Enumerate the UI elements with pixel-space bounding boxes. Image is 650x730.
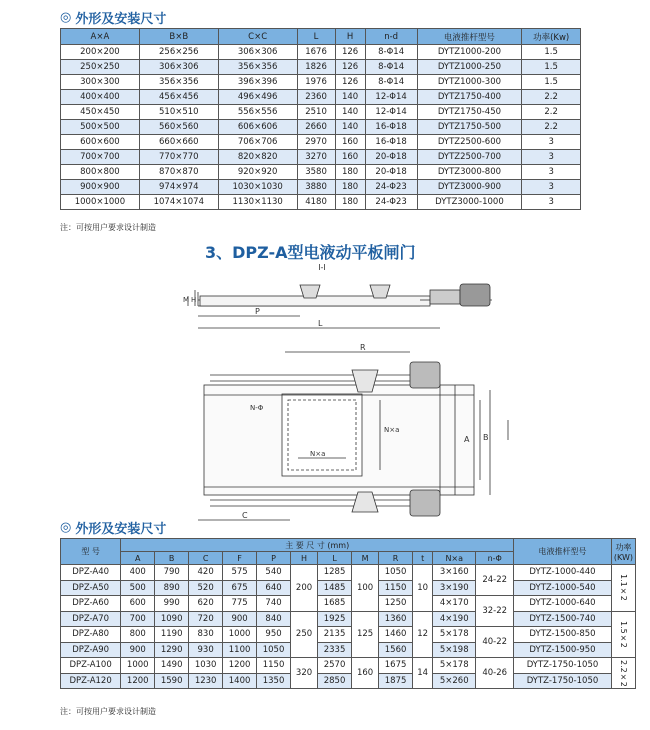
table-cell: 510×510	[139, 105, 218, 120]
table-cell: 200	[291, 565, 318, 612]
table-cell: 20-Φ18	[365, 150, 417, 165]
dim-label-b: B	[483, 433, 489, 442]
table-row	[61, 627, 636, 643]
table-cell: 3	[522, 180, 581, 195]
table-cell: 1560	[379, 642, 413, 658]
note-text-1: 注：可按用户要求设计制造	[60, 223, 156, 232]
table-cell: 950	[257, 627, 291, 643]
table-cell: DYTZ-1750-1050	[514, 658, 612, 674]
header-cell: L	[318, 552, 352, 565]
table-cell: 1090	[155, 611, 189, 627]
header-cell: L	[297, 29, 335, 45]
table-cell: 12	[413, 611, 433, 658]
table-cell: 126	[335, 75, 365, 90]
table-cell: 1074×1074	[139, 195, 218, 210]
header-cell: 电液推杆型号	[417, 29, 522, 45]
header-cell: F	[223, 552, 257, 565]
table-cell: 8-Φ14	[365, 45, 417, 60]
header-cell: H	[335, 29, 365, 45]
section-title-text: 外形及安装尺寸	[75, 12, 167, 27]
table-cell: 974×974	[139, 180, 218, 195]
table-cell: 40-26	[476, 658, 514, 689]
table-row	[61, 611, 636, 627]
table-cell: 356×356	[218, 60, 297, 75]
table-cell: 575	[223, 565, 257, 581]
table-cell: 1925	[318, 611, 352, 627]
table-cell: 14	[413, 658, 433, 689]
table-cell: 2.2×2	[611, 658, 635, 689]
table-cell: 2570	[318, 658, 352, 674]
table-cell: 900	[121, 642, 155, 658]
table-cell: 840	[257, 611, 291, 627]
dimensions-table-2	[60, 538, 636, 689]
table-cell: 160	[335, 135, 365, 150]
table-cell: 2970	[297, 135, 335, 150]
table-cell: 180	[335, 165, 365, 180]
table-cell: 1875	[379, 673, 413, 689]
table-cell: 770×770	[139, 150, 218, 165]
bullet-circle-icon: ◎	[60, 10, 72, 25]
table-cell: 1676	[297, 45, 335, 60]
table-cell: DYTZ-1500-850	[514, 627, 612, 643]
table-cell: 5×198	[433, 642, 476, 658]
header-cell: B×B	[139, 29, 218, 45]
table-cell: 600	[121, 596, 155, 612]
table-cell: 160	[335, 150, 365, 165]
table-cell: 706×706	[218, 135, 297, 150]
table-cell: DYTZ1750-500	[417, 120, 522, 135]
table-cell: DYTZ3000-900	[417, 180, 522, 195]
header-main-dimensions: 主 要 尺 寸 (mm)	[121, 539, 514, 552]
header-cell: C×C	[218, 29, 297, 45]
table-cell: 140	[335, 120, 365, 135]
table-cell: 1826	[297, 60, 335, 75]
header-cell: t	[413, 552, 433, 565]
table-cell: DYTZ-1000-540	[514, 580, 612, 596]
table-cell: 830	[189, 627, 223, 643]
table-cell: DYTZ1750-450	[417, 105, 522, 120]
table-cell: 870×870	[139, 165, 218, 180]
table-cell: 456×456	[139, 90, 218, 105]
table-cell: 1130×1130	[218, 195, 297, 210]
table-cell: 3	[522, 165, 581, 180]
table-row	[61, 565, 636, 581]
table-cell: 2335	[318, 642, 352, 658]
table-cell: 10	[413, 565, 433, 612]
table-cell: 250×250	[61, 60, 140, 75]
table-cell: 1.5×2	[611, 611, 635, 658]
table-cell: 1030×1030	[218, 180, 297, 195]
table-cell: 32-22	[476, 596, 514, 627]
table-cell: 1400	[223, 673, 257, 689]
table-cell: DYTZ1000-250	[417, 60, 522, 75]
table-cell: 1490	[155, 658, 189, 674]
table-cell: 1.5	[522, 45, 581, 60]
table-cell: 306×306	[218, 45, 297, 60]
table-cell: 620	[189, 596, 223, 612]
table-cell: DPZ-A50	[61, 580, 121, 596]
table-cell: 520	[189, 580, 223, 596]
table-cell: 3580	[297, 165, 335, 180]
table-cell: 3880	[297, 180, 335, 195]
table-cell: 300×300	[61, 75, 140, 90]
page-heading: 3、DPZ-A型电液动平板闸门	[205, 243, 416, 262]
table-cell: 1350	[257, 673, 291, 689]
table-cell: 820×820	[218, 150, 297, 165]
table-cell: 2360	[297, 90, 335, 105]
table-cell: DYTZ-1000-440	[514, 565, 612, 581]
table-cell: 396×396	[218, 75, 297, 90]
table-cell: 4×170	[433, 596, 476, 612]
table-cell: 24-Φ23	[365, 195, 417, 210]
table-cell: 606×606	[218, 120, 297, 135]
header-cell: P	[257, 552, 291, 565]
table-cell: 4180	[297, 195, 335, 210]
table-cell: 400×400	[61, 90, 140, 105]
table-cell: DYTZ-1750-1050	[514, 673, 612, 689]
table-cell: 1.5	[522, 75, 581, 90]
dim-label-n-a-horizontal: N×a	[310, 450, 326, 458]
table-cell: 1675	[379, 658, 413, 674]
table-cell: DPZ-A70	[61, 611, 121, 627]
table-cell: 12-Φ14	[365, 90, 417, 105]
table-cell: 8-Φ14	[365, 60, 417, 75]
table-cell: 100	[352, 565, 379, 612]
table-cell: 5×178	[433, 658, 476, 674]
table-cell: 2660	[297, 120, 335, 135]
table-cell: 12-Φ14	[365, 105, 417, 120]
table-cell: 16-Φ18	[365, 120, 417, 135]
header-cell: M	[352, 552, 379, 565]
table-cell: 1000×1000	[61, 195, 140, 210]
table-cell: DPZ-A100	[61, 658, 121, 674]
table-cell: 140	[335, 90, 365, 105]
table-cell: 540	[257, 565, 291, 581]
table-cell: 496×496	[218, 90, 297, 105]
table-cell: DPZ-A60	[61, 596, 121, 612]
header-cell: N×a	[433, 552, 476, 565]
table-cell: 2510	[297, 105, 335, 120]
table-cell: 400	[121, 565, 155, 581]
dim-label-h: H	[191, 296, 197, 304]
table-cell: 140	[335, 105, 365, 120]
table-row	[61, 642, 636, 658]
table-cell: 5×178	[433, 627, 476, 643]
table-row	[61, 673, 636, 689]
header-pusher-model: 电液推杆型号	[514, 539, 612, 565]
table-cell: 720	[189, 611, 223, 627]
table-cell: DYTZ3000-800	[417, 165, 522, 180]
table-cell: 1.1×2	[611, 565, 635, 612]
table-cell: 675	[223, 580, 257, 596]
table-cell: 125	[352, 611, 379, 658]
table-cell: 800×800	[61, 165, 140, 180]
table-cell: 660×660	[139, 135, 218, 150]
table-cell: 500×500	[61, 120, 140, 135]
table-cell: 1460	[379, 627, 413, 643]
table-cell: 3	[522, 150, 581, 165]
table-cell: 1290	[155, 642, 189, 658]
table-cell: 20-Φ18	[365, 165, 417, 180]
header-cell: n-d	[365, 29, 417, 45]
table-row	[61, 580, 636, 596]
table-cell: 1150	[379, 580, 413, 596]
table-cell: 3×160	[433, 565, 476, 581]
table-cell: 3270	[297, 150, 335, 165]
table-cell: 990	[155, 596, 189, 612]
table-cell: 16-Φ18	[365, 135, 417, 150]
table-cell: 2850	[318, 673, 352, 689]
table-cell: DYTZ3000-1000	[417, 195, 522, 210]
table-cell: 180	[335, 180, 365, 195]
table-cell: 5×260	[433, 673, 476, 689]
table-cell: DPZ-A40	[61, 565, 121, 581]
table-cell: 790	[155, 565, 189, 581]
table-cell: 1250	[379, 596, 413, 612]
table-cell: 1.5	[522, 60, 581, 75]
table-cell: DPZ-A80	[61, 627, 121, 643]
table-cell: 1000	[121, 658, 155, 674]
dim-label-n-phi: N-Φ	[250, 404, 264, 412]
view-label-i-i: I-I	[318, 263, 326, 272]
header-cell: C	[189, 552, 223, 565]
table-cell: 740	[257, 596, 291, 612]
table-cell: 450×450	[61, 105, 140, 120]
table-cell: 200×200	[61, 45, 140, 60]
table-cell: 126	[335, 60, 365, 75]
table-cell: 40-22	[476, 627, 514, 658]
table-cell: DYTZ-1500-950	[514, 642, 612, 658]
header-cell: B	[155, 552, 189, 565]
table-cell: 2.2	[522, 120, 581, 135]
table-cell: 3	[522, 135, 581, 150]
table-cell: 1000	[223, 627, 257, 643]
dim-label-r: R	[360, 343, 366, 352]
table-cell: 1200	[223, 658, 257, 674]
header-cell: 功率(Kw)	[522, 29, 581, 45]
header-cell: A	[121, 552, 155, 565]
table-cell: 700×700	[61, 150, 140, 165]
table-cell: 890	[155, 580, 189, 596]
table-cell: DPZ-A120	[61, 673, 121, 689]
bullet-circle-icon: ◎	[60, 520, 72, 535]
table-cell: DYTZ2500-700	[417, 150, 522, 165]
table-cell: 930	[189, 642, 223, 658]
table-cell: DYTZ-1000-640	[514, 596, 612, 612]
table-cell: 250	[291, 611, 318, 658]
table-cell: 306×306	[139, 60, 218, 75]
table-cell: 640	[257, 580, 291, 596]
table-cell: 420	[189, 565, 223, 581]
header-cell: n-Φ	[476, 552, 514, 565]
table-cell: 1200	[121, 673, 155, 689]
dim-label-c: C	[242, 511, 248, 520]
header-model: 型 号	[61, 539, 121, 565]
section-title-text: 外形及安装尺寸	[75, 522, 167, 537]
table-cell: 775	[223, 596, 257, 612]
table-cell: DYTZ1750-400	[417, 90, 522, 105]
table-cell: 920×920	[218, 165, 297, 180]
header-cell: A×A	[61, 29, 140, 45]
dim-label-p: P	[255, 307, 260, 316]
table-cell: 2.2	[522, 105, 581, 120]
table-cell: 320	[291, 658, 318, 689]
header-cell: H	[291, 552, 318, 565]
table-cell: 1685	[318, 596, 352, 612]
table-cell: 560×560	[139, 120, 218, 135]
table-cell: 1976	[297, 75, 335, 90]
table-cell: DYTZ-1500-740	[514, 611, 612, 627]
table-cell: 8-Φ14	[365, 75, 417, 90]
table-cell: 1150	[257, 658, 291, 674]
table-cell: 356×356	[139, 75, 218, 90]
table-cell: 556×556	[218, 105, 297, 120]
table-cell: 24-Φ23	[365, 180, 417, 195]
table-cell: 1100	[223, 642, 257, 658]
table-cell: 160	[352, 658, 379, 689]
table-cell: 126	[335, 45, 365, 60]
table-cell: DYTZ2500-600	[417, 135, 522, 150]
table-cell: 2.2	[522, 90, 581, 105]
table-row	[61, 596, 636, 612]
table-cell: 1050	[257, 642, 291, 658]
table-cell: 900	[223, 611, 257, 627]
table-cell: 1485	[318, 580, 352, 596]
table-cell: 600×600	[61, 135, 140, 150]
table-cell: 500	[121, 580, 155, 596]
table-cell: DPZ-A90	[61, 642, 121, 658]
table-cell: 4×190	[433, 611, 476, 627]
table-cell: DYTZ1000-200	[417, 45, 522, 60]
table-cell: 24-22	[476, 565, 514, 596]
table-cell: 3	[522, 195, 581, 210]
dim-label-a: A	[464, 435, 470, 444]
table-cell: 800	[121, 627, 155, 643]
table-cell: 180	[335, 195, 365, 210]
table-cell: 1360	[379, 611, 413, 627]
table-cell: 2135	[318, 627, 352, 643]
table-cell: 3×190	[433, 580, 476, 596]
header-power: 功率(KW)	[611, 539, 635, 565]
table-cell: DYTZ1000-300	[417, 75, 522, 90]
table-cell: 1030	[189, 658, 223, 674]
table-cell: 900×900	[61, 180, 140, 195]
table-cell: 1190	[155, 627, 189, 643]
dim-label-m: M	[183, 296, 190, 304]
table-cell: 700	[121, 611, 155, 627]
dim-label-n-a-vertical: N×a	[384, 426, 400, 434]
table-cell: 1230	[189, 673, 223, 689]
table-cell: 1590	[155, 673, 189, 689]
section-title-dimensions-2	[60, 518, 166, 537]
header-cell: R	[379, 552, 413, 565]
note-text-2: 注：可按用户要求设计制造	[60, 707, 156, 716]
table-cell: 1050	[379, 565, 413, 581]
table-cell: 1285	[318, 565, 352, 581]
table-header-row	[61, 539, 636, 552]
dim-label-l: L	[318, 319, 323, 328]
table-row	[61, 658, 636, 674]
table-cell: 256×256	[139, 45, 218, 60]
